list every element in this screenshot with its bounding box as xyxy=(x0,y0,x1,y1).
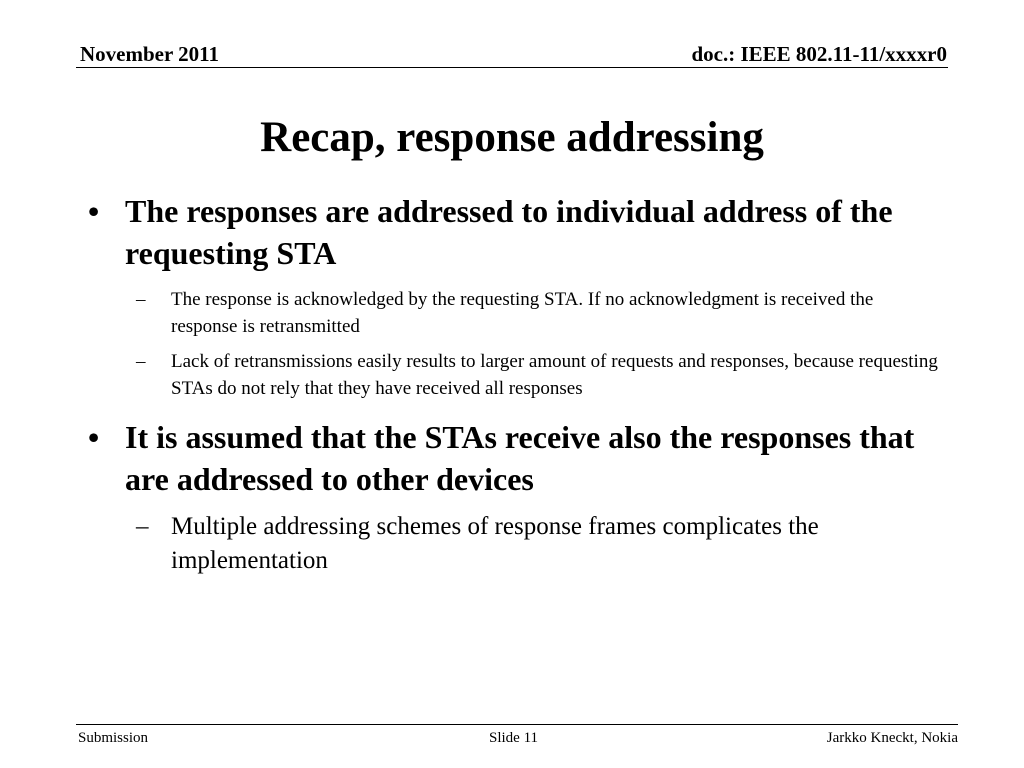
header-date: November 2011 xyxy=(80,42,220,66)
sub-bullet-marker: – xyxy=(136,289,146,310)
bullet-marker: • xyxy=(88,419,100,455)
sub-bullet-2-1 xyxy=(80,510,940,578)
footer-author: Jarkko Kneckt, Nokia xyxy=(826,730,958,746)
slide-content xyxy=(80,190,940,578)
header-doc-id: doc.: IEEE 802.11-11/xxxxr0 xyxy=(691,42,947,66)
footer-slide-number: Slide 11 xyxy=(489,730,539,746)
sub-bullet-text: The response is acknowledged by the requesting STA. If no acknowledgment is received the response is retransmitted xyxy=(171,289,874,337)
slide-title: Recap, response addressing xyxy=(260,114,764,161)
bullet-text: It is assumed that the STAs receive also the responses that are addressed to other devices xyxy=(125,419,915,497)
sub-bullet-marker: – xyxy=(136,513,149,540)
footer-rule xyxy=(76,724,958,725)
bullet-2 xyxy=(80,416,940,500)
footer-submission: Submission xyxy=(78,730,149,746)
sub-bullet-1-1 xyxy=(80,286,940,340)
header-rule xyxy=(76,67,948,68)
bullet-marker: • xyxy=(88,193,100,229)
bullet-text: The responses are addressed to individual address of the requesting STA xyxy=(125,193,893,271)
sub-bullet-1-2 xyxy=(80,348,940,402)
bullet-1 xyxy=(80,190,940,274)
sub-bullet-marker: – xyxy=(136,351,146,372)
sub-bullet-text: Multiple addressing schemes of response frames complicates the implementation xyxy=(171,513,819,574)
sub-bullet-text: Lack of retransmissions easily results to larger amount of requests and responses, because requesting STAs do not rely that they have received all responses xyxy=(171,351,938,399)
